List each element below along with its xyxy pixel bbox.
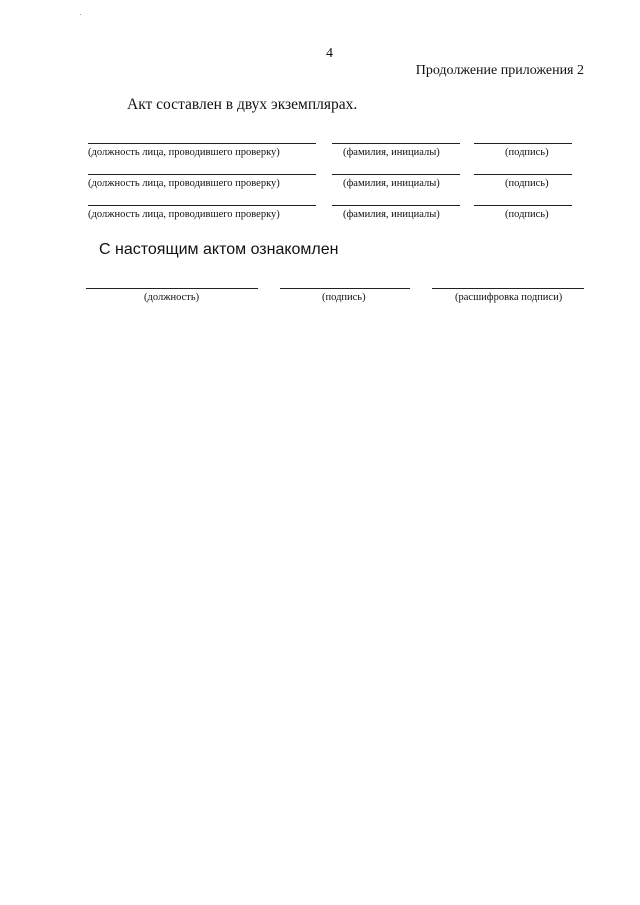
position-caption-1: (должность лица, проводившего проверку) (88, 147, 280, 158)
name-line-1 (332, 143, 460, 144)
name-caption-1: (фамилия, инициалы) (343, 147, 440, 158)
signature-caption-2: (подпись) (505, 178, 549, 189)
signature-line-3 (474, 205, 572, 206)
position-line-2 (88, 174, 316, 175)
ack-decoding-caption: (расшифровка подписи) (455, 292, 563, 303)
name-caption-3: (фамилия, инициалы) (343, 209, 440, 220)
name-caption-2: (фамилия, инициалы) (343, 178, 440, 189)
signature-caption-1: (подпись) (505, 147, 549, 158)
signature-caption-3: (подпись) (505, 209, 549, 220)
position-line-1 (88, 143, 316, 144)
ack-signature-line (280, 288, 410, 289)
ack-position-caption: (должность) (144, 292, 200, 303)
acknowledgement-title: С настоящим актом ознакомлен (99, 241, 339, 258)
appendix-note: Продолжение приложения 2 (415, 63, 584, 78)
position-caption-2: (должность лица, проводившего проверку) (88, 178, 280, 189)
name-line-2 (332, 174, 460, 175)
act-statement: Акт составлен в двух экземплярах. (127, 96, 358, 113)
ack-decoding-line (432, 288, 584, 289)
scan-speck (80, 14, 81, 15)
position-caption-3: (должность лица, проводившего проверку) (88, 209, 280, 220)
signature-line-1 (474, 143, 572, 144)
ack-signature-caption: (подпись) (322, 292, 366, 303)
signature-line-2 (474, 174, 572, 175)
ack-position-line (86, 288, 258, 289)
name-line-3 (332, 205, 460, 206)
page-number: 4 (326, 46, 333, 61)
position-line-3 (88, 205, 316, 206)
